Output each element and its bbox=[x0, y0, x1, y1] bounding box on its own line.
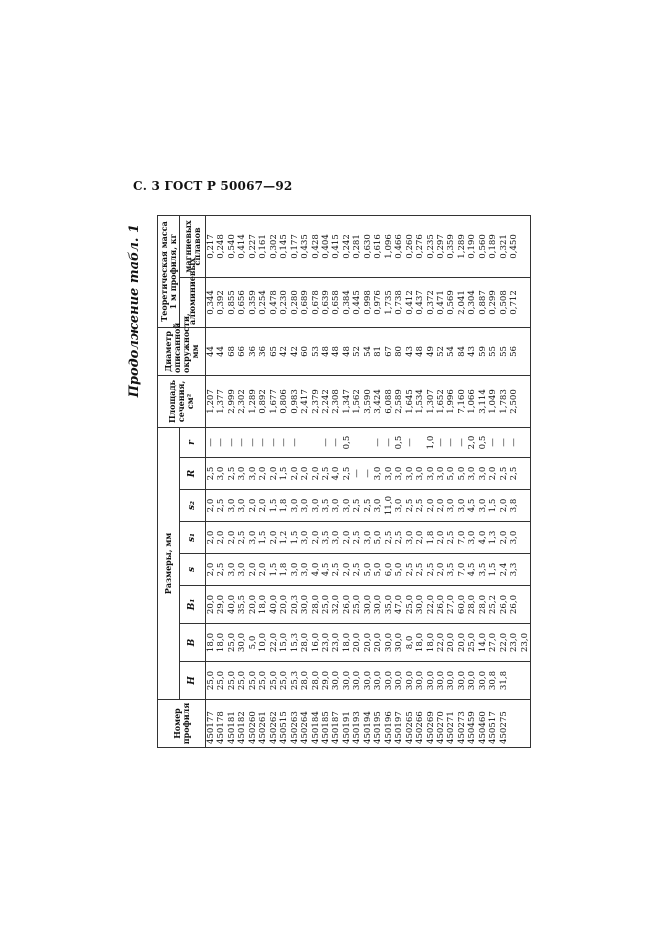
header-mass-group: Теоретическая масса 1 м профиля, кг bbox=[158, 215, 180, 327]
header-area: Площадь сечения, см² bbox=[158, 375, 206, 427]
profile-table bbox=[157, 215, 531, 748]
col-H: 25,0 25,0 25,0 25,0 25,0 25,0 25,0 25,0 25,3 28,0 28,0 29,0 30,0 30,0 30,0 30,0 30,0 30,0 30,0 30,0 30,0 30,0 30,0 30,0 30,0 30,0 30,0 30,8 31,8 bbox=[206, 662, 531, 700]
continuation-title: Продолжение табл. 1 bbox=[127, 224, 142, 398]
col-aluminium: 0,344 0,392 0,855 0,656 0,359 0,254 0,478 0,230 0,280 0,689 0,678 0,639 0,658 0,384 0,445 0,998 0,976 1,735 0,738 0,412 0,437 0,372 0,471 0,569 2,041 0,304 0,887 0,299 0,508 0,712 bbox=[206, 277, 531, 327]
page-header: С. 3 ГОСТ Р 50067—92 bbox=[133, 179, 293, 193]
col-B1: 20,0 29,0 40,0 35,5 20,0 18,0 40,0 20,0 20,3 30,0 28,0 25,0 32,0 26,0 25,0 30,0 30,0 35,0 47,0 25,0 30,0 22,0 26,0 27,0 60,0 28,0 28,0 25,2 26,0 26,0 bbox=[206, 586, 531, 624]
col-s1: 2,0 2,0 2,0 2,5 3,0 1,5 2,0 1,2 1,5 3,0 2,0 3,5 3,0 2,0 2,5 3,0 5,0 2,5 2,5 3,0 2,0 1,8 2,0 2,5 7,0 3,0 4,0 1,3 2,0 3,0 bbox=[206, 522, 531, 554]
header-R: R bbox=[180, 458, 206, 490]
col-diameter: 44 44 68 66 36 36 65 42 42 60 53 48 48 48 52 54 81 67 80 43 48 49 52 54 84 43 59 55 55 56 bbox=[206, 327, 531, 375]
header-B: B bbox=[180, 624, 206, 662]
header-magnesium: магниевых сплавов bbox=[180, 215, 206, 277]
header-diameter: Диаметр описанной окружности, мм bbox=[158, 327, 206, 375]
header-s2: s₂ bbox=[180, 490, 206, 522]
col-r: — — — — — — — — — — — 0,5 — — 0,5 — 1,0 — — — 2,0 0,5 — — — bbox=[206, 427, 531, 457]
header-profile-number: Номер профиля bbox=[158, 700, 206, 748]
col-profile-number: 450177 450178 450181 450182 450260 450261 450262 450515 450263 450264 450184 450185 450187 450191 450193 450194 450195 450196 450197 450265 450266 450269 450270 450271 450273 450459 450460 450517 450275 bbox=[206, 700, 531, 748]
col-s: 2,0 2,5 3,0 3,0 2,0 2,0 1,5 1,8 3,0 3,0 4,0 4,5 2,5 2,0 2,5 5,0 5,0 6,0 5,0 2,5 2,5 2,5 2,0 3,5 7,0 4,5 3,5 1,5 2,4 3,3 bbox=[206, 554, 531, 586]
header-dimensions-group: Размеры, мм bbox=[158, 427, 180, 699]
header-r: r bbox=[180, 427, 206, 457]
header-s1: s₁ bbox=[180, 522, 206, 554]
header-aluminium: алюминиевых bbox=[180, 277, 206, 327]
header-s: s bbox=[180, 554, 206, 586]
col-s2: 2,0 2,5 3,0 3,0 2,0 2,0 1,5 1,8 3,0 3,0 3,0 3,5 3,0 3,0 2,5 2,5 3,0 11,0 3,0 2,5 2,5 2,0 2,0 3,0 3,0 4,5 3,0 1,5 2,0 3,8 bbox=[206, 490, 531, 522]
rotated-table-block bbox=[127, 218, 530, 748]
col-magnesium: 0,217 0,248 0,540 0,414 0,227 0,161 0,302 0,145 0,177 0,435 0,428 0,404 0,415 0,242 0,281 0,630 0,616 1,096 0,466 0,260 0,276 0,235 0,297 0,359 1,289 0,190 0,560 0,189 0,321 0,450 bbox=[206, 215, 531, 277]
header-B1: B₁ bbox=[180, 586, 206, 624]
header-H: H bbox=[180, 662, 206, 700]
col-R: 2,5 3,0 2,5 3,0 3,0 2,0 2,0 1,5 2,0 2,0 2,0 2,5 4,0 2,5 — — 3,0 3,0 3,0 3,0 3,0 3,0 3,0 5,0 5,0 3,0 3,0 2,0 2,5 2,5 bbox=[206, 458, 531, 490]
col-B: 18,0 18,0 25,0 30,0 5,0 10,0 22,0 15,0 15,3 28,0 16,0 23,0 23,0 18,0 20,0 20,0 20,0 30,0 30,0 8,0 18,0 18,0 22,0 20,0 20,0 25,0 14,0 27,0 22,0 23,0 23,0 bbox=[206, 624, 531, 662]
col-area: 1,207 1,377 2,999 2,302 1,289 0,892 1,677 0,806 0,983 2,417 2,379 2,242 2,308 1,347 1,562 3,590 3,424 6,088 2,589 1,645 1,534 1,307 1,652 1,996 7,160 1,066 3,114 1,049 1,783 2,500 bbox=[206, 375, 531, 427]
